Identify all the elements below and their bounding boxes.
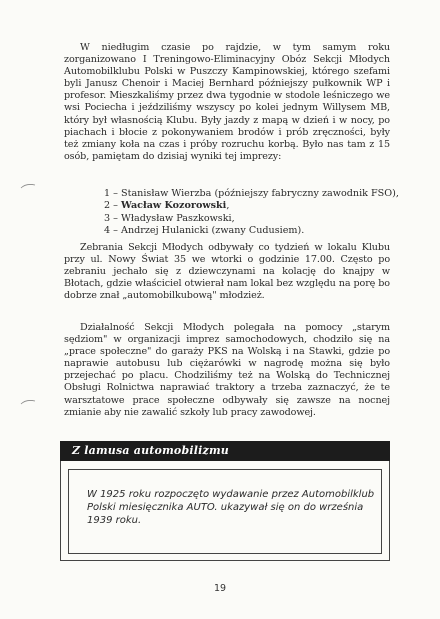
paragraph-meetings	[64, 242, 390, 302]
paragraph-text: Działalność Sekcji Młodych polegała na pomocy „starym sędziom" w organizacji imprez samochodowych, chodziło się na „prace społeczne" do garaży PKS na Wolską i na Stawki, gdzie po naprawie autobusu lub ciężarówki w nagrodę można się było przejechać po placu. Chodziliśmy też na Wolską do Technicznej Obsługi Rolnictwa naprawiać traktory a trzeba zaznaczyć, że te warsztatowe prace społeczne odbywały się zawsze na nocnej zmianie aby nie zawalić szkoły lub pracy zawodowej.	[64, 322, 390, 418]
result-rank: 1	[104, 188, 111, 199]
list-item: 2 – Wacław Kozorowski,	[104, 200, 230, 212]
results-list	[104, 188, 399, 237]
sidebar-box-text: W 1925 roku rozpoczęto wydawanie przez Automobilklub Polski miesięcznika AUTO. ukazywał się on do września 1939 roku.	[87, 489, 375, 526]
result-rank: 3	[104, 212, 111, 224]
paragraph-text: W niedługim czasie po rajdzie, w tym samym roku zorganizowano I Treningowo-Eliminacyjny Obóz Sekcji Młodych Automobilklubu Polski w Puszczy Kampinowskiej, którego szefami byli Janusz Chenoir i Maciej Bernhard późniejszy pułkownik WP i profesor. Mieszkaliśmy przez dwa tygodnie w stodole leśniczego we wsi Pociecha i jeździliśmy wszyscy po kolei jednym Willysem MB, który był własnością Klubu. Były jazdy z mapą w dzień i w nocy, po piachach i błocie z pokonywaniem brodów i prób zręczności, były też zmiany koła na czas i próby rozruchu korbą. Było nas tam z 15 osób, pamiętam do dzisiaj wyniki tej imprezy:	[64, 42, 390, 162]
result-name: Władysław Paszkowski	[121, 212, 232, 224]
paragraph-training-camp	[64, 42, 390, 163]
page-number: 19	[213, 583, 227, 594]
result-note: (późniejszy fabryczny zawodnik FSO),	[214, 188, 399, 199]
result-rank: 2	[104, 200, 111, 212]
result-rank: 4	[104, 224, 111, 236]
list-item: 4 – Andrzej Hulanicki (zwany Cudusiem).	[104, 224, 305, 236]
result-note: (zwany Cudusiem).	[211, 224, 305, 236]
margin-mark	[20, 399, 36, 405]
paragraph-text: Zebrania Sekcji Młodych odbywały co tydzień w lokalu Klubu przy ul. Nowy Świat 35 we wtorki o godzinie 17.00. Często po zebraniu jechało się z dziewczynami na kolację do knajpy w Błotach, gdzie właściciel otwierał nam lokal bez względu na porę bo dobrze znał „automobilkubową" młodzież.	[64, 242, 390, 302]
margin-mark	[20, 183, 36, 189]
list-item: 1 – Stanisław Wierzba (późniejszy fabryczny zawodnik FSO),	[104, 188, 399, 199]
result-name: Stanisław Wierzba	[121, 188, 212, 199]
result-note: ,	[226, 200, 230, 212]
result-name: Wacław Kozorowski	[121, 200, 227, 212]
result-name: Andrzej Hulanicki	[121, 224, 209, 236]
sidebar-box-title: Z lamusa automobilizmu	[72, 444, 229, 457]
paragraph-activities	[64, 322, 390, 419]
list-item: 3 – Władysław Paszkowski,	[104, 212, 235, 224]
result-note: ,	[231, 212, 235, 224]
